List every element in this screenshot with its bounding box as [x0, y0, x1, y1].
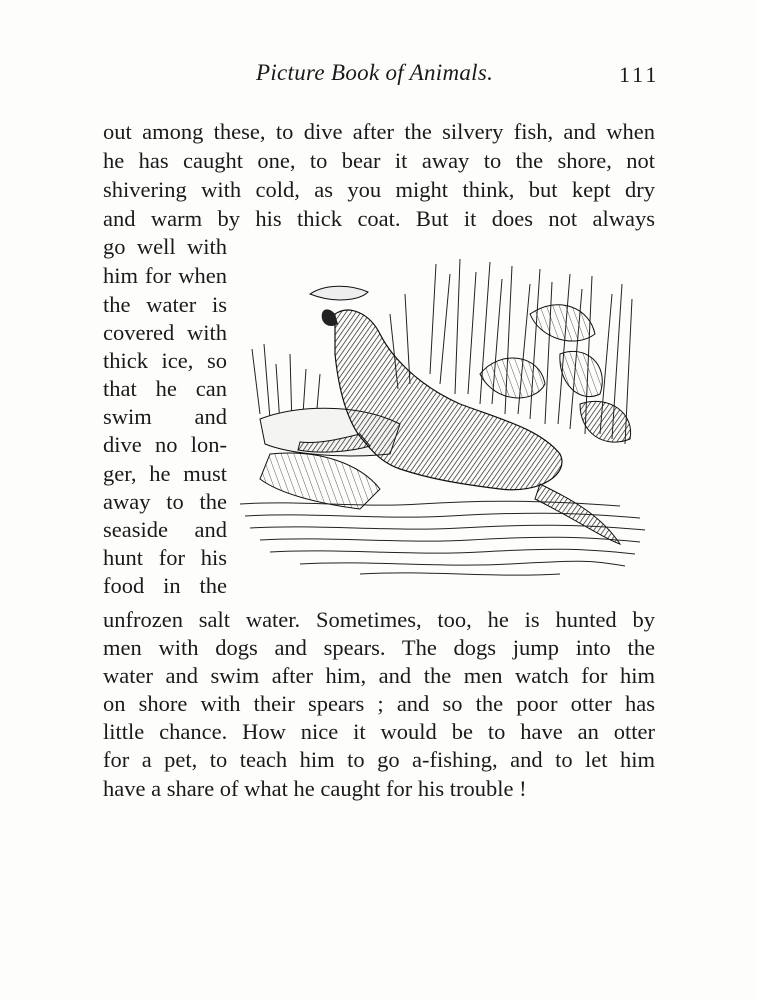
- page-number: 111: [619, 62, 660, 87]
- text-line: covered with: [103, 320, 227, 345]
- text-line: thick ice, so: [103, 348, 227, 373]
- text-line: for a pet, to teach him to go a-fishing, and to let him: [103, 747, 655, 772]
- text-line: unfrozen salt water. Sometimes, too, he is hunted by: [103, 607, 655, 632]
- text-line: seaside and: [103, 517, 227, 542]
- text-line: men with dogs and spears. The dogs jump into the: [103, 635, 655, 660]
- text-line: on shore with their spears ; and so the poor otter has: [103, 691, 655, 716]
- text-line: have a share of what he caught for his trouble !: [103, 776, 527, 801]
- text-line: go well with: [103, 234, 227, 259]
- running-header-title: Picture Book of Animals.: [256, 60, 494, 85]
- text-line: little chance. How nice it would be to have an otter: [103, 719, 655, 744]
- text-line: away to the: [103, 489, 227, 514]
- text-line: dive no lon-: [103, 432, 227, 457]
- text-line: out among these, to dive after the silvery fish, and when: [103, 119, 655, 144]
- text-line: swim and: [103, 404, 227, 429]
- text-line: and warm by his thick coat. But it does not always: [103, 206, 655, 231]
- text-line: shivering with cold, as you might think, but kept dry: [103, 177, 655, 202]
- text-line: him for when: [103, 263, 227, 288]
- text-line: food in the: [103, 573, 227, 598]
- text-line: hunt for his: [103, 545, 227, 570]
- text-line: the water is: [103, 292, 227, 317]
- text-line: that he can: [103, 376, 227, 401]
- otter-engraving-image: [240, 254, 658, 584]
- text-line: ger, he must: [103, 461, 227, 486]
- text-line: he has caught one, to bear it away to the shore, not: [103, 148, 655, 173]
- text-line: water and swim after him, and the men watch for him: [103, 663, 655, 688]
- otter-illustration: [240, 254, 658, 584]
